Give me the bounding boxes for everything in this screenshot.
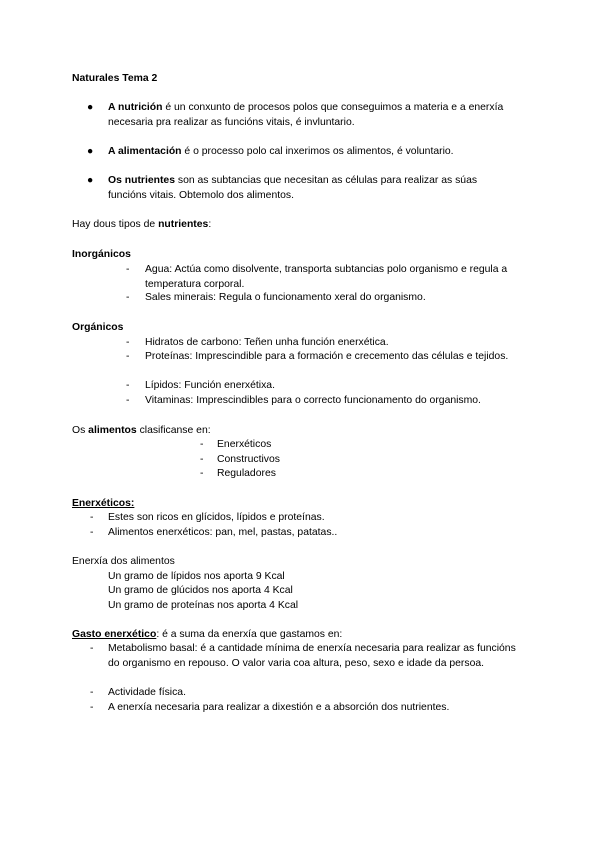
list-item-text: Lípidos: Función enerxétixa. bbox=[145, 380, 275, 391]
list-item-text: Proteínas: Imprescindible para a formación e crecemento das células e tejidos. bbox=[145, 351, 509, 362]
bullet-term: A nutrición bbox=[108, 102, 163, 113]
bullet-definition: é o processo polo cal inxerimos os alimentos, é voluntario. bbox=[181, 146, 454, 157]
dash-icon: - bbox=[126, 380, 130, 391]
dash-icon: - bbox=[126, 292, 130, 303]
bullet-term: A alimentación bbox=[108, 146, 182, 157]
dash-icon: - bbox=[126, 337, 130, 348]
list-item-text: Vitaminas: Imprescindibles para o correcto funcionamento do organismo. bbox=[145, 395, 481, 406]
energy-foods-line: Un gramo de lípidos nos aporta 9 Kcal bbox=[108, 571, 285, 582]
list-item-text: Constructivos bbox=[217, 454, 280, 465]
energy-foods-line: Un gramo de glúcidos nos aporta 4 Kcal bbox=[108, 585, 293, 596]
energetic-heading: Enerxéticos: bbox=[72, 498, 135, 509]
energy-foods-line: Un gramo de proteínas nos aporta 4 Kcal bbox=[108, 600, 299, 611]
types-intro bbox=[72, 218, 211, 233]
dash-icon: - bbox=[126, 264, 130, 275]
types-intro-term: nutrientes bbox=[158, 219, 209, 230]
dash-icon: - bbox=[126, 351, 130, 362]
energy-expense-intro bbox=[72, 628, 342, 643]
list-item-text: Enerxéticos bbox=[217, 439, 272, 450]
list-item-text: Actividade física. bbox=[108, 687, 186, 698]
dash-icon: - bbox=[90, 527, 94, 538]
bullet-definition: é un conxunto de procesos polos que conseguimos a materia e a enerxía necesaria pra realizar as funcións vitais, é invluntario. bbox=[108, 102, 504, 128]
foods-classification-intro bbox=[72, 424, 211, 439]
bullet-text bbox=[108, 145, 518, 160]
foods-intro-term: alimentos bbox=[88, 425, 137, 436]
dash-icon: - bbox=[200, 468, 204, 479]
dash-icon: - bbox=[90, 687, 94, 698]
types-intro-text: Hay dous tipos de bbox=[72, 219, 159, 230]
list-item-text: Estes son ricos en glícidos, lípidos e proteínas. bbox=[108, 512, 325, 523]
organic-heading: Orgánicos bbox=[72, 322, 124, 333]
dash-icon: - bbox=[126, 395, 130, 406]
list-item-text: Metabolismo basal: é a cantidade mínima de enerxía necesaria para realizar as funcións do organismo en repouso. O valor varia coa altura, peso, sexo e idade da persoa. bbox=[108, 643, 516, 669]
dash-icon: - bbox=[90, 512, 94, 523]
bullet-definition: son as subtancias que necesitan as células para realizar as súas funcións vitais. Obtemolo dos alimentos. bbox=[108, 175, 478, 201]
document-title: Naturales Tema 2 bbox=[72, 73, 158, 84]
energy-expense-text: : é a suma da enerxía que gastamos en: bbox=[156, 629, 343, 640]
dash-icon: - bbox=[200, 454, 204, 465]
dash-icon: - bbox=[90, 702, 94, 713]
list-item-text: Hidratos de carbono: Teñen unha función enerxética. bbox=[145, 337, 389, 348]
dash-icon: - bbox=[200, 439, 204, 450]
list-item-text: Sales minerais: Regula o funcionamento xeral do organismo. bbox=[145, 292, 426, 303]
bullet-term: Os nutrientes bbox=[108, 175, 175, 186]
list-item-text: A enerxía necesaria para realizar a dixestión e a absorción dos nutrientes. bbox=[108, 702, 450, 713]
list-item-text: Reguladores bbox=[217, 468, 276, 479]
list-item-text: Alimentos enerxéticos: pan, mel, pastas, patatas.. bbox=[108, 527, 338, 538]
list-item-text: Agua: Actúa como disolvente, transporta subtancias polo organismo e regula a temperatura corporal. bbox=[145, 264, 508, 290]
dash-icon: - bbox=[90, 643, 94, 654]
bullet-text bbox=[108, 101, 518, 130]
types-intro-colon: : bbox=[208, 219, 212, 230]
energy-foods-title: Enerxía dos alimentos bbox=[72, 556, 175, 567]
foods-intro-text: Os bbox=[72, 425, 89, 436]
bullet-icon: ● bbox=[87, 102, 94, 113]
foods-intro-rest: clasificanse en: bbox=[136, 425, 211, 436]
bullet-text bbox=[108, 174, 518, 203]
bullet-icon: ● bbox=[87, 175, 94, 186]
bullet-icon: ● bbox=[87, 146, 94, 157]
energy-expense-heading: Gasto enerxético bbox=[72, 629, 157, 640]
inorganic-heading: Inorgánicos bbox=[72, 249, 131, 260]
